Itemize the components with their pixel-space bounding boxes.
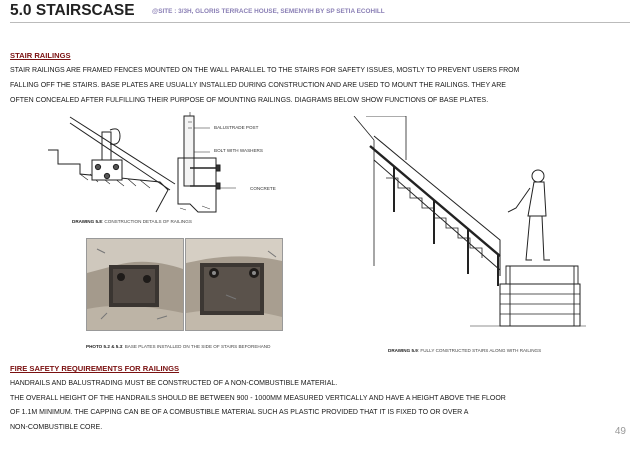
caption-text: : CONSTRUCTION DETAILS OF RAILINGS	[101, 219, 192, 224]
section-body-fire-safety	[10, 377, 506, 435]
bolt-hole	[95, 164, 100, 169]
caption-photo-5-2-5-3	[86, 344, 270, 349]
drawing-construction-details	[40, 112, 300, 224]
page-number: 49	[614, 426, 626, 437]
photo-base-plate-2-image	[186, 239, 282, 330]
caption-ref: DRAWING 5.9	[388, 348, 418, 353]
body-line: FALLING OFF THE STAIRS. BASE PLATES ARE USUALLY INSTALLED DURING CONSTRUCTION AND ARE USED TO MOUNT THE RAILINGS. THEY ARE	[10, 82, 506, 89]
photo-base-plate-2	[185, 238, 283, 331]
person-figure	[508, 170, 550, 260]
photo-base-plate-1	[86, 238, 184, 331]
landing	[500, 284, 580, 326]
caption-text: : FULLY CONSTRUCTED STAIRS ALONG WITH RAILINGS	[417, 348, 542, 353]
section-heading-stair-railings: STAIR RAILINGS	[10, 51, 71, 60]
body-line: NON-COMBUSTIBLE CORE.	[10, 423, 103, 431]
section-heading-fire-safety: FIRE SAFETY REQUIREMENTS FOR RAILINGS	[10, 364, 180, 373]
stair-outline	[48, 150, 168, 212]
body-line: OFTEN CONCEALED AFTER FULFILLING THEIR PURPOSE OF MOUNTING RAILINGS. DIAGRAMS BELOW SHOW FUNCTIONS OF BASE PLATES.	[10, 97, 489, 104]
photo-base-plate-1-image	[87, 239, 183, 330]
stair-stringer-bottom	[374, 160, 500, 270]
page-title: 5.0 STAIRSCASE	[10, 2, 135, 19]
balustrade-post	[184, 116, 194, 186]
label-balustrade-post: BALUSTRADE POST	[214, 125, 259, 130]
page-subtitle: @SITE : 3/3H, GLORIS TERRACE HOUSE, SEMENYIH BY SP SETIA ECOHILL	[152, 8, 385, 15]
caption-drawing-5-8	[72, 219, 192, 224]
lower-steps	[500, 294, 580, 314]
bolt-hole	[104, 173, 109, 178]
stair-stringer-top	[374, 136, 500, 276]
body-line: STAIR RAILINGS ARE FRAMED FENCES MOUNTED ON THE WALL PARALLEL TO THE STAIRS FOR SAFETY ISSUES, MOSTLY TO PREVENT USERS FROM	[10, 67, 520, 74]
caption-drawing-5-9	[388, 348, 541, 353]
body-line: THE OVERALL HEIGHT OF THE HANDRAILS SHOULD BE BETWEEN 900 - 1000MM MEASURED VERTICALLY AND HAVE A HEIGHT ABOVE THE FLOOR	[10, 394, 506, 402]
label-concrete: CONCRETE	[250, 186, 276, 191]
landing-rail	[506, 266, 578, 326]
section-body-stair-railings	[10, 63, 519, 108]
caption-text: : BASE PLATES INSTALLED ON THE SIDE OF STAIRS BEFOREHAND	[122, 344, 271, 349]
body-line: HANDRAILS AND BALUSTRADING MUST BE CONSTRUCTED OF A NON-COMBUSTIBLE MATERIAL.	[10, 380, 338, 387]
caption-ref: DRAWING 5.8	[72, 219, 102, 224]
label-bolt-with-washers: BOLT WITH WASHERS	[214, 148, 263, 153]
caption-ref: PHOTO 5.2 & 5.3	[86, 344, 123, 349]
wall-line	[354, 116, 374, 266]
drawing-constructed-stairs	[350, 116, 590, 340]
body-line: OF 1.1M MINIMUM. THE CAPPING CAN BE OF A COMBUSTIBLE MATERIAL SUCH AS PLASTIC PROVIDED THAT IT IS FIXED TO OR OVER A	[10, 409, 469, 416]
bolt-hole	[113, 164, 118, 169]
header-divider	[10, 22, 630, 23]
